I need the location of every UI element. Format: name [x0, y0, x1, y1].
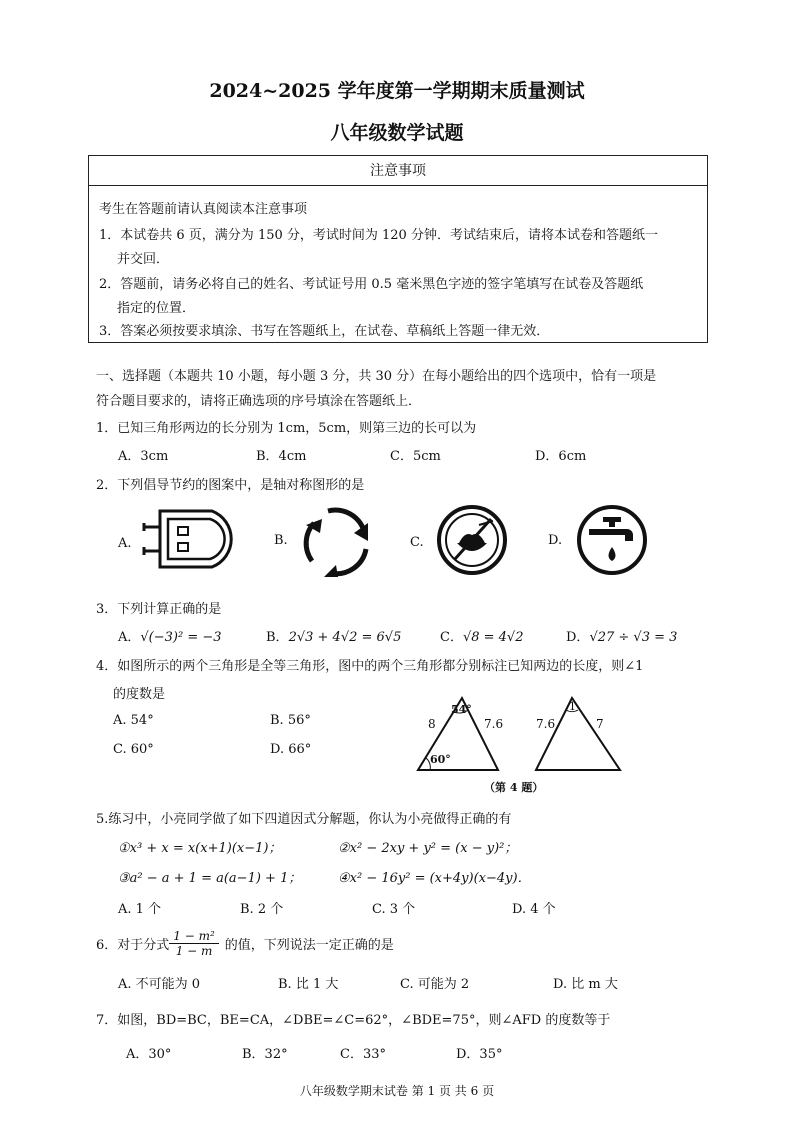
question-2-stem: 2．下列倡导节约的图案中，是轴对称图形的是	[96, 478, 365, 493]
q6-stem-suffix: 的值，下列说法一定正确的是	[224, 937, 394, 953]
q3-option-d	[566, 626, 677, 645]
notice-item: 2．答题前，请务必将自己的姓名、考试证号用 0.5 毫米黑色字迹的签字笔填写在试卷及答题纸	[99, 277, 644, 292]
q3-option-a-label: A．	[118, 630, 141, 645]
notice-item: 3．答案必须按要求填涂、书写在答题纸上，在试卷、草稿纸上答题一律无效．	[99, 324, 550, 339]
question-4-stem: 4．如图所示的两个三角形是全等三角形，图中的两个三角形都分别标注已知两边的长度，则∠1	[96, 659, 644, 674]
q5-item-4: ④x² − 16y² = (x+4y)(x−4y)．	[338, 871, 531, 886]
q1-option-a: A．3cm	[118, 449, 169, 464]
q3-option-c-label: C．	[440, 630, 463, 645]
exam-subtitle: 八年级数学试题	[330, 122, 464, 144]
q5-option-a: A. 1 个	[118, 902, 162, 917]
section-intro: 符合题目要求的，请将正确选项的序号填涂在答题纸上．	[96, 394, 422, 409]
recycle-arrows-icon	[298, 503, 376, 579]
q7-option-a: A．30°	[126, 1047, 172, 1062]
tri-right-side-right: 7	[596, 717, 604, 731]
no-food-waste-icon	[435, 503, 509, 577]
q7-option-b: B．32°	[242, 1047, 288, 1062]
q3-option-b-label: B．	[266, 630, 289, 645]
question-7-stem: 7．如图，BD=BC，BE=CA，∠DBE=∠C=62°，∠BDE=75°，则∠AFD 的度数等于	[96, 1013, 611, 1028]
q2-label-d: D.	[548, 533, 563, 548]
tri-left-side-right: 7.6	[484, 717, 504, 731]
q2-label-a: A.	[118, 536, 132, 551]
q6-fraction	[169, 929, 219, 958]
q6-fraction-numerator: 1 − m²	[169, 929, 219, 944]
q5-item-1: ①x³ + x = x(x+1)(x−1)；	[118, 841, 282, 856]
notice-intro: 考生在答题前请认真阅读本注意事项	[99, 202, 308, 217]
question-3-stem: 3．下列计算正确的是	[96, 602, 222, 617]
tri-right-side-left: 7.6	[536, 717, 556, 731]
tri-left-side-left: 8	[428, 717, 436, 731]
notice-item: 并交回．	[117, 252, 170, 267]
q3-option-c	[440, 626, 524, 645]
question-5-stem: 5.练习中，小亮同学做了如下四道因式分解题，你认为小亮做得正确的有	[96, 812, 512, 827]
q1-option-c: C．5cm	[390, 449, 441, 464]
tri-left-top-angle: 54°	[451, 703, 472, 716]
q1-option-d: D．6cm	[535, 449, 587, 464]
q4-option-b: B. 56°	[270, 713, 311, 728]
q2-label-b: B.	[274, 533, 288, 548]
q3-option-d-label: D．	[566, 630, 590, 645]
q5-option-d: D. 4 个	[512, 902, 556, 917]
notice-heading: 注意事项	[89, 156, 707, 186]
section-intro: 一、选择题（本题共 10 小题，每小题 3 分，共 30 分）在每小题给出的四个选项中，恰有一项是	[96, 369, 657, 384]
q6-option-b: B. 比 1 大	[278, 977, 339, 992]
page-footer: 八年级数学期末试卷 第 1 页 共 6 页	[299, 1084, 495, 1098]
q5-item-2: ②x² − 2xy + y² = (x − y)²；	[338, 841, 518, 856]
water-tap-icon	[575, 503, 649, 577]
q3-option-b	[266, 626, 401, 645]
question-4-stem: 的度数是	[113, 687, 166, 702]
q6-fraction-denominator: 1 − m	[175, 943, 213, 958]
notice-box	[88, 155, 708, 343]
q3-option-b-expr: 2√3 + 4√2 = 6√5	[288, 630, 402, 645]
q5-option-b: B. 2 个	[240, 902, 284, 917]
q4-option-d: D. 66°	[270, 742, 312, 757]
q3-option-a-expr: √(−3)² = −3	[140, 630, 222, 645]
question-6-stem	[96, 923, 394, 963]
q7-option-d: D．35°	[456, 1047, 503, 1062]
q1-option-b: B．4cm	[256, 449, 307, 464]
notice-item: 指定的位置．	[117, 301, 196, 316]
q4-option-a: A. 54°	[113, 713, 154, 728]
question-1-stem: 1．已知三角形两边的长分别为 1cm，5cm，则第三边的长可以为	[96, 421, 477, 436]
q7-option-c: C．33°	[340, 1047, 386, 1062]
q6-option-a: A. 不可能为 0	[118, 977, 201, 992]
q2-label-c: C.	[410, 535, 424, 550]
q3-option-d-expr: √27 ÷ √3 = 3	[589, 630, 678, 645]
q6-stem-prefix: 6．对于分式	[96, 937, 170, 953]
q5-option-c: C. 3 个	[372, 902, 416, 917]
tri-left-bottom-angle: 60°	[430, 753, 451, 766]
notice-item: 1．本试卷共 6 页，满分为 150 分，考试时间为 120 分钟．考试结束后，请将本试卷和答题纸一	[99, 228, 658, 243]
q4-option-c: C. 60°	[113, 742, 154, 757]
plug-saving-icon	[142, 505, 246, 573]
q3-option-a	[118, 626, 222, 645]
q3-option-c-expr: √8 = 4√2	[462, 630, 524, 645]
exam-title: 2024~2025 学年度第一学期期末质量测试	[209, 80, 585, 102]
q6-option-d: D. 比 m 大	[553, 977, 618, 992]
tri-right-angle-1: 1	[569, 700, 576, 713]
q6-option-c: C. 可能为 2	[400, 977, 470, 992]
q5-item-3: ③a² − a + 1 = a(a−1) + 1；	[118, 871, 302, 886]
q4-figure-caption: （第 4 题）	[484, 781, 544, 794]
